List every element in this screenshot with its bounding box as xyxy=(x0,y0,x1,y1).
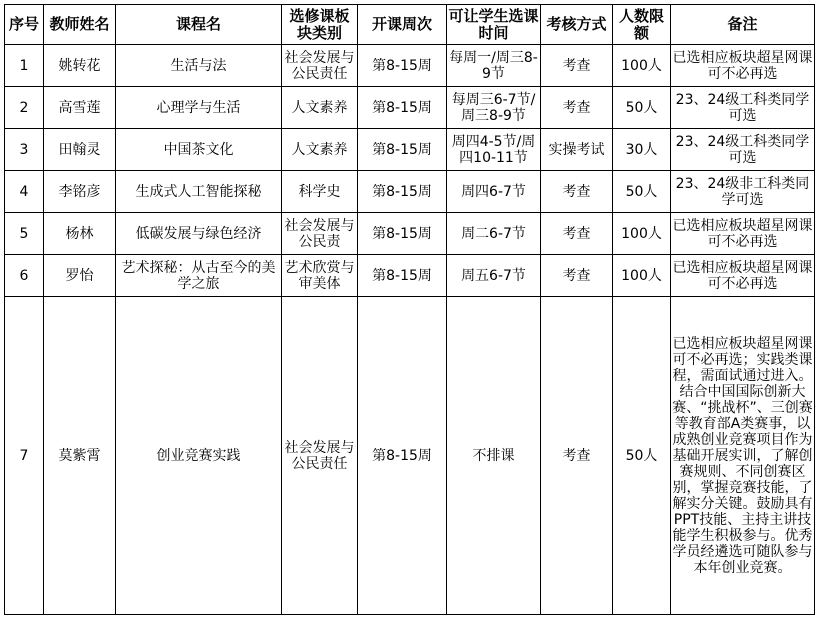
header-note: 备注 xyxy=(671,5,815,45)
cell-no: 3 xyxy=(5,129,44,171)
cell-no: 7 xyxy=(5,297,44,615)
cell-note: 已选相应板块超星网课可不必再选 xyxy=(671,45,815,87)
cell-teacher: 李铭彦 xyxy=(44,171,116,213)
cell-category: 人文素养 xyxy=(282,87,358,129)
table-row xyxy=(5,297,815,615)
cell-no: 4 xyxy=(5,171,44,213)
cell-time: 每周一/周三8-9节 xyxy=(447,45,541,87)
cell-course: 中国茶文化 xyxy=(116,129,282,171)
cell-teacher: 罗怡 xyxy=(44,255,116,297)
cell-teacher: 高雪莲 xyxy=(44,87,116,129)
cell-weeks: 第8-15周 xyxy=(358,255,447,297)
cell-time: 周四6-7节 xyxy=(447,171,541,213)
table-row xyxy=(5,87,815,129)
cell-exam: 实操考试 xyxy=(541,129,613,171)
cell-limit: 50人 xyxy=(613,297,671,615)
cell-teacher: 莫紫霄 xyxy=(44,297,116,615)
cell-time: 周四4-5节/周四10-11节 xyxy=(447,129,541,171)
header-weeks: 开课周次 xyxy=(358,5,447,45)
cell-note: 23、24级工科类同学可选 xyxy=(671,87,815,129)
cell-weeks: 第8-15周 xyxy=(358,45,447,87)
cell-limit: 50人 xyxy=(613,87,671,129)
cell-time: 周五6-7节 xyxy=(447,255,541,297)
cell-time: 不排课 xyxy=(447,297,541,615)
cell-course: 生成式人工智能探秘 xyxy=(116,171,282,213)
cell-category: 社会发展与公民责任 xyxy=(282,297,358,615)
table-row xyxy=(5,171,815,213)
cell-category: 社会发展与公民责 xyxy=(282,213,358,255)
cell-time: 每周三6-7节/周三8-9节 xyxy=(447,87,541,129)
cell-weeks: 第8-15周 xyxy=(358,213,447,255)
cell-course: 创业竞赛实践 xyxy=(116,297,282,615)
cell-exam: 考查 xyxy=(541,87,613,129)
cell-teacher: 田翰灵 xyxy=(44,129,116,171)
cell-course: 心理学与生活 xyxy=(116,87,282,129)
header-exam: 考核方式 xyxy=(541,5,613,45)
header-teacher: 教师姓名 xyxy=(44,5,116,45)
cell-exam: 考查 xyxy=(541,297,613,615)
cell-note: 已选相应板块超星网课可不必再选；实践类课程，需面试通过进入。结合中国国际创新大赛、“挑战杯”、三创赛等教育部A类赛事，以成熟创业竞赛项目作为基础开展实训，了解创赛规则、不同创赛区别，掌握竞赛技能，了解实分关键。鼓励具有PPT技能、主持主讲技能学生积极参与。优秀学员经遴选可随队参与本年创业竞赛。 xyxy=(671,297,815,615)
cell-note: 已选相应板块超星网课可不必再选 xyxy=(671,255,815,297)
cell-category: 艺术欣赏与审美体 xyxy=(282,255,358,297)
cell-teacher: 杨林 xyxy=(44,213,116,255)
cell-category-text: 社会发展与公民责任 xyxy=(284,49,355,82)
cell-weeks: 第8-15周 xyxy=(358,297,447,615)
header-row xyxy=(5,5,815,45)
header-category: 选修课板块类别 xyxy=(282,5,358,45)
cell-limit: 30人 xyxy=(613,129,671,171)
cell-weeks: 第8-15周 xyxy=(358,129,447,171)
cell-weeks: 第8-15周 xyxy=(358,171,447,213)
header-no: 序号 xyxy=(5,5,44,45)
cell-category xyxy=(282,45,358,87)
cell-note: 23、24级工科类同学可选 xyxy=(671,129,815,171)
cell-teacher: 姚转花 xyxy=(44,45,116,87)
header-limit: 人数限额 xyxy=(613,5,671,45)
header-time: 可让学生选课时间 xyxy=(447,5,541,45)
cell-note: 23、24级非工科类同学可选 xyxy=(671,171,815,213)
cell-category: 人文素养 xyxy=(282,129,358,171)
cell-limit: 100人 xyxy=(613,45,671,87)
cell-course: 低碳发展与绿色经济 xyxy=(116,213,282,255)
table-row xyxy=(5,213,815,255)
cell-course: 艺术探秘：从古至今的美学之旅 xyxy=(116,255,282,297)
cell-limit: 100人 xyxy=(613,255,671,297)
cell-exam: 考查 xyxy=(541,255,613,297)
course-table xyxy=(4,4,815,615)
cell-no: 1 xyxy=(5,45,44,87)
cell-limit: 100人 xyxy=(613,213,671,255)
cell-no: 5 xyxy=(5,213,44,255)
cell-exam: 考查 xyxy=(541,171,613,213)
cell-no: 2 xyxy=(5,87,44,129)
cell-category: 科学史 xyxy=(282,171,358,213)
cell-time: 周二6-7节 xyxy=(447,213,541,255)
cell-note: 已选相应板块超星网课可不必再选 xyxy=(671,213,815,255)
table-row xyxy=(5,129,815,171)
cell-weeks: 第8-15周 xyxy=(358,87,447,129)
cell-exam: 考查 xyxy=(541,213,613,255)
cell-no: 6 xyxy=(5,255,44,297)
cell-exam: 考查 xyxy=(541,45,613,87)
cell-course: 生活与法 xyxy=(116,45,282,87)
header-course: 课程名 xyxy=(116,5,282,45)
table-row xyxy=(5,255,815,297)
table-row xyxy=(5,45,815,87)
cell-limit: 50人 xyxy=(613,171,671,213)
